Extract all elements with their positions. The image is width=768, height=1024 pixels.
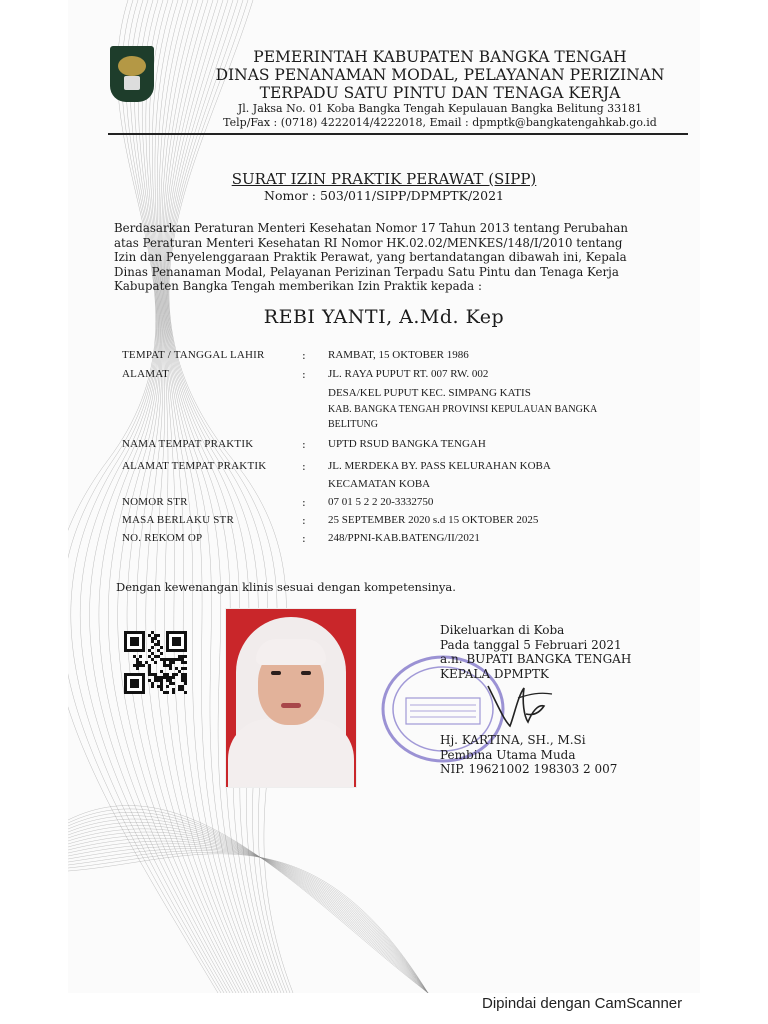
header-line-2: DINAS PENANAMAN MODAL, PELAYANAN PERIZINAN bbox=[215, 66, 665, 84]
header-line-3: TERPADU SATU PINTU DAN TENAGA KERJA bbox=[259, 84, 621, 102]
address-label: ALAMAT bbox=[122, 368, 170, 380]
address-line: BELITUNG bbox=[328, 419, 378, 430]
str-number-value: 07 01 5 2 2 20-3332750 bbox=[328, 496, 434, 508]
certificate-page bbox=[68, 0, 700, 993]
colon: : bbox=[302, 460, 306, 473]
colon: : bbox=[302, 349, 306, 362]
handwritten-signature bbox=[478, 676, 558, 732]
colon: : bbox=[302, 532, 306, 545]
colon: : bbox=[302, 438, 306, 451]
on-behalf-of: a.n. BUPATI BANGKA TENGAH bbox=[440, 652, 632, 666]
header-divider bbox=[108, 133, 688, 135]
header-line-1: PEMERINTAH KABUPATEN BANGKA TENGAH bbox=[253, 48, 627, 66]
colon: : bbox=[302, 368, 306, 381]
birth-value: RAMBAT, 15 OKTOBER 1986 bbox=[328, 349, 469, 361]
intro-line: Izin dan Penyelenggaraan Praktik Perawat, yang bertandatangan dibawah ini, Kepala bbox=[114, 250, 627, 265]
intro-line: Dinas Penanaman Modal, Pelayanan Perizinan Terpadu Satu Pintu dan Tenaga Kerja bbox=[114, 264, 619, 279]
str-validity-label: MASA BERLAKU STR bbox=[122, 514, 234, 526]
competence-note: Dengan kewenangan klinis sesuai dengan kompetensinya. bbox=[116, 580, 456, 594]
colon: : bbox=[302, 496, 306, 509]
birth-label: TEMPAT / TANGGAL LAHIR bbox=[122, 349, 265, 361]
intro-paragraph bbox=[114, 221, 674, 294]
intro-line: Kabupaten Bangka Tengah memberikan Izin Praktik kepada : bbox=[114, 279, 482, 294]
str-validity-value: 25 SEPTEMBER 2020 s.d 15 OKTOBER 2025 bbox=[328, 514, 539, 526]
address-line: KAB. BANGKA TENGAH PROVINSI KEPULAUAN BANGKA bbox=[328, 404, 598, 415]
header-contact: Telp/Fax : (0718) 4222014/4222018, Email : dpmptk@bangkatengahkab.go.id bbox=[223, 116, 657, 129]
document-number: Nomor : 503/011/SIPP/DPMPTK/2021 bbox=[264, 188, 504, 203]
colon: : bbox=[302, 514, 306, 527]
scanner-watermark: Dipindai dengan CamScanner bbox=[482, 995, 683, 1012]
issued-date: Pada tanggal 5 Februari 2021 bbox=[440, 637, 622, 652]
signer-details bbox=[440, 733, 617, 777]
recommendation-label: NO. REKOM OP bbox=[122, 532, 203, 544]
applicant-photo bbox=[225, 608, 357, 788]
address-line: JL. RAYA PUPUT RT. 007 RW. 002 bbox=[328, 368, 489, 380]
practice-address-line: KECAMATAN KOBA bbox=[328, 478, 431, 490]
recommendation-value: 248/PPNI-KAB.BATENG/II/2021 bbox=[328, 532, 480, 544]
practice-place-label: NAMA TEMPAT PRAKTIK bbox=[122, 438, 254, 450]
str-number-label: NOMOR STR bbox=[122, 496, 188, 508]
signer-name: Hj. KARTINA, SH., M.Si bbox=[440, 733, 586, 747]
issued-place: Dikeluarkan di Koba bbox=[440, 623, 565, 637]
signature-block bbox=[440, 623, 631, 681]
document-title: SURAT IZIN PRAKTIK PERAWAT (SIPP) bbox=[231, 170, 537, 188]
signer-rank: Pembina Utama Muda bbox=[440, 747, 576, 762]
recipient-name: REBI YANTI, A.Md. Kep bbox=[263, 306, 505, 328]
qr-code-icon bbox=[120, 630, 192, 694]
practice-place-value: UPTD RSUD BANGKA TENGAH bbox=[328, 438, 486, 450]
address-line: DESA/KEL PUPUT KEC. SIMPANG KATIS bbox=[328, 387, 531, 399]
practice-address-line: JL. MERDEKA BY. PASS KELURAHAN KOBA bbox=[328, 460, 551, 472]
intro-line: atas Peraturan Menteri Kesehatan RI Nomor HK.02.02/MENKES/148/I/2010 tentang bbox=[114, 235, 623, 250]
intro-line: Berdasarkan Peraturan Menteri Kesehatan Nomor 17 Tahun 2013 tentang Perubahan bbox=[114, 221, 628, 235]
practice-address-label: ALAMAT TEMPAT PRAKTIK bbox=[122, 460, 267, 472]
regency-logo bbox=[110, 46, 154, 102]
header-address: Jl. Jaksa No. 01 Koba Bangka Tengah Kepulauan Bangka Belitung 33181 bbox=[237, 102, 643, 115]
signer-nip: NIP. 19621002 198303 2 007 bbox=[440, 762, 618, 776]
signer-position: KEPALA DPMPTK bbox=[440, 666, 549, 681]
